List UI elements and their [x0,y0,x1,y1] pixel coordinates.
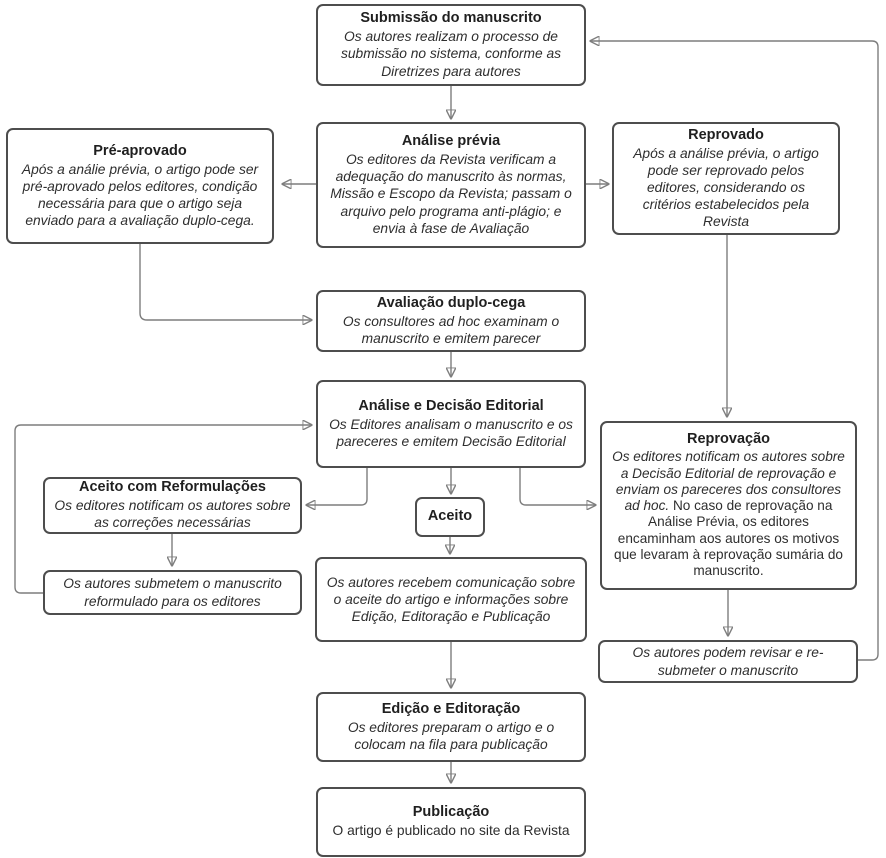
flow-box-analise-previa [316,122,586,248]
flow-box-submetem-reformulado [43,570,302,615]
flow-box-title: Análise e Decisão Editorial [358,397,544,414]
arrow-analise-decisao-to-aceito-reformulacoes [307,468,367,505]
flow-box-title: Avaliação duplo-cega [376,294,526,311]
flow-box-body: Os editores preparam o artigo e o colocam na fila para publicação [347,719,555,752]
flow-box-body: Após a análie prévia, o artigo pode ser pré-aprovado pelos editores, condição necessária para que o artigo seja enviado para a avaliação duplo-cega. [21,161,259,229]
arrow-analise-decisao-to-reprovacao [520,468,595,505]
flow-box-analise-decisao [316,380,586,468]
flow-box-body: O artigo é publicado no site da Revista [332,823,570,839]
flow-box-reprovacao [600,421,857,590]
flow-box-body: Após a análise prévia, o artigo pode ser reprovado pelos editores, considerando os critérios estabelecidos pela Revista [633,145,819,230]
flow-box-title: Publicação [412,804,490,821]
flow-box-title: Aceito [427,508,473,525]
flow-box-aceito [415,497,485,537]
flow-box-edicao-editoracao [316,692,586,762]
flow-box-title: Reprovado [688,126,764,143]
flow-box-title: Análise prévia [401,133,501,150]
flow-box-body: Os autores realizam o processo de submissão no sistema, conforme as Diretrizes para autores [340,29,562,79]
flow-box-aceito-reformulacoes [43,477,302,534]
flow-box-title: Edição e Editoração [381,700,521,717]
flow-box-recebem-comunicacao [315,557,587,642]
flow-box-body: Os consultores ad hoc examinam o manuscrito e emitem parecer [342,313,560,346]
flow-box-title: Submissão do manuscrito [360,10,542,27]
flow-box-body: Os Editores analisam o manuscrito e os pareceres e emitem Decisão Editorial [329,416,573,449]
flow-box-revisar-resubmeter [598,640,858,683]
flow-box-body: Os editores da Revista verificam a adequação do manuscrito às normas, Missão e Escopo da Revista; passam o arquivo pelo programa anti-plágio; e envia à fase de Avaliação [330,152,572,236]
reprovacao-body-italic: Os editores notificam os autores sobre a Decisão Editorial de reprovação e enviam os pareceres dos consultores ad hoc. [612,449,845,514]
flow-box-body: Os autores podem revisar e re-submeter o manuscrito [632,645,824,678]
flow-box-body: Os editores notificam os autores sobre as correções necessárias [54,498,291,531]
flow-box-pre-aprovado [6,128,274,244]
reprovacao-body-regular: No caso de reprovação na Análise Prévia, os editores encaminham aos autores os motivos que levaram à reprovação sumária do manuscrito. [614,498,843,579]
flow-box-publicacao [316,787,586,857]
flow-box-body: Os autores recebem comunicação sobre o aceite do artigo e informações sobre Edição, Editoração e Publicação [326,574,576,625]
flow-box-title: Pré-aprovado [93,142,187,159]
flow-box-avaliacao-duplo-cega [316,290,586,352]
flow-box-title: Reprovação [686,431,770,448]
flow-box-reprovado [612,122,840,235]
arrow-pre-aprovado-to-avaliacao [140,244,311,320]
flow-box-title: Aceito com Reformulações [79,479,266,496]
flow-box-submissao [316,4,586,86]
flow-box-body [610,449,847,580]
flow-box-body: Os autores submetem o manuscrito reformulado para os editores [63,576,282,609]
